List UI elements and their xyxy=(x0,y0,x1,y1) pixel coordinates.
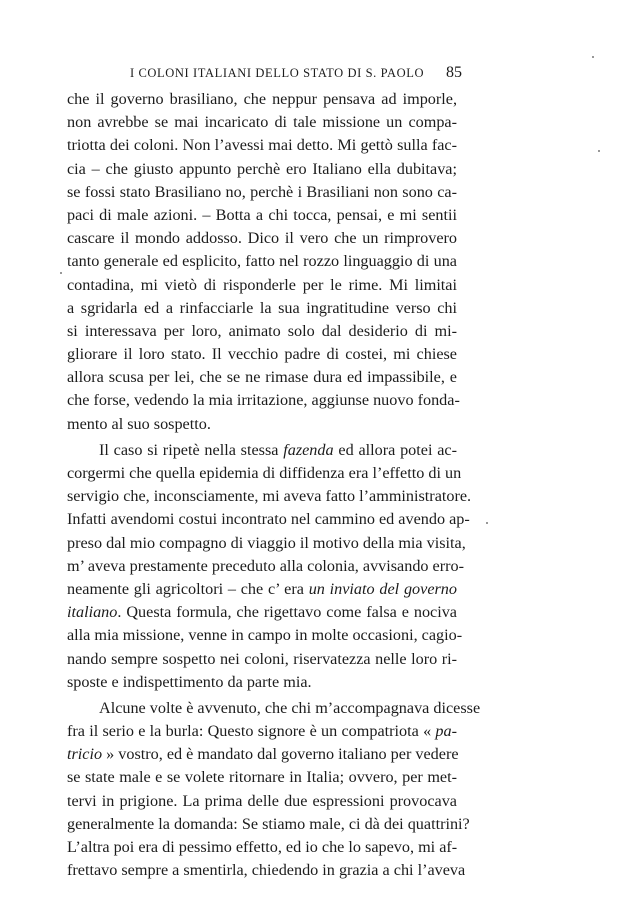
text-run: alla mia missione, venne in campo in molte occasioni, cagio- xyxy=(67,626,463,645)
text-line xyxy=(67,578,457,601)
text-run: contadina, mi vietò di risponderle per le rime. Mi limitai xyxy=(67,275,457,294)
text-run: triotta dei coloni. Non l’avessi mai detto. Mi gettò sulla fac- xyxy=(67,136,457,155)
text-run: preso dal mio compagno di viaggio il motivo della mia visita, xyxy=(67,533,466,552)
text-line xyxy=(67,624,463,647)
text-run: allora scusa per lei, che se ne rimase dura ed impassibile, e xyxy=(67,368,457,387)
text-line xyxy=(67,274,457,297)
text-line xyxy=(67,320,457,343)
text-line xyxy=(67,648,457,671)
text-line xyxy=(67,671,457,694)
text-line xyxy=(67,111,457,134)
text-run: corgermi che quella epidemia di diffidenza era l’effetto di un xyxy=(67,464,462,482)
text-run: generalmente la domanda: Se stiamo male, ci dà dei quattrini? xyxy=(67,814,470,833)
italic-text: tricio xyxy=(67,745,103,764)
text-line xyxy=(67,181,457,204)
text-run: se state male e se volete ritornare in Italia; ovvero, per met- xyxy=(67,768,457,787)
text-run: cia – che giusto appunto perchè ero Italiano ella dubitava; xyxy=(67,159,457,178)
text-run: Il caso si ripetè nella stessa xyxy=(99,440,284,459)
text-run: mento al suo sospetto. xyxy=(67,414,211,433)
paragraph xyxy=(67,88,460,436)
text-line xyxy=(67,343,457,366)
text-run: » vostro, ed è mandato dal governo italiano per vedere xyxy=(102,745,459,764)
text-run: nando sempre sospetto nei coloni, riservatezza nelle loro ri- xyxy=(67,649,457,668)
text-run: m’ aveva prestamente preceduto alla colonia, avvisando erro- xyxy=(67,556,465,575)
text-run: Infatti avendomi costui incontrato nel cammino ed avendo ap- xyxy=(67,510,470,529)
text-line xyxy=(67,790,457,813)
text-run: si interessava per loro, animato solo dal desiderio di mi- xyxy=(67,321,457,340)
paragraph xyxy=(67,439,472,694)
text-line xyxy=(67,766,457,789)
text-run: tanto generale ed esplicito, fatto nel rozzo linguaggio di una xyxy=(67,252,457,271)
text-line xyxy=(67,508,470,531)
text-line xyxy=(67,555,465,578)
text-run: . Questa formula, che rigettavo come falsa e nociva xyxy=(117,603,457,622)
text-run: L’altra poi era di pessimo effetto, ed io che lo sapevo, mi af- xyxy=(67,838,458,856)
text-line xyxy=(67,158,457,181)
text-line xyxy=(67,389,460,412)
text-run: servigio che, inconsciamente, mi aveva fatto l’amministratore. xyxy=(67,487,472,506)
italic-text: fazenda xyxy=(283,440,334,459)
paper-speck xyxy=(592,56,594,58)
paper-speck xyxy=(598,150,600,152)
text-line xyxy=(67,462,462,485)
paper-speck xyxy=(486,522,488,524)
text-line xyxy=(67,88,457,111)
text-line xyxy=(67,204,457,227)
text-run: gliorare il loro stato. Il vecchio padre di costei, mi chiese xyxy=(67,345,457,364)
italic-text: un inviato del governo xyxy=(308,579,457,598)
text-run: paci di male azioni. – Botta a chi tocca, pensai, e mi sentii xyxy=(67,205,457,224)
text-line xyxy=(67,413,457,436)
text-run: non avrebbe se mai incaricato di tale missione un compa- xyxy=(67,113,457,132)
text-line xyxy=(67,859,466,882)
text-run: Alcune volte è avvenuto, che chi m’accompagnava dicesse xyxy=(99,698,481,717)
text-run: tervi in prigione. La prima delle due espressioni provocava xyxy=(67,791,457,810)
running-title: I COLONI ITALIANI DELLO STATO DI S. PAOLO xyxy=(130,66,425,80)
text-run: fra il serio e la burla: Questo signore è un compatriota « xyxy=(67,722,436,741)
body-text xyxy=(67,88,481,882)
text-run: cascare il mondo addosso. Dico il vero che un rimprovero xyxy=(67,229,457,248)
text-run: sposte e indispettimento da parte mia. xyxy=(67,672,312,691)
text-run: frettavo sempre a smentirla, chiedendo in grazia a chi l’aveva xyxy=(67,861,466,880)
italic-text: pa- xyxy=(435,722,457,741)
text-line xyxy=(67,485,472,508)
text-run: se fossi stato Brasiliano no, perchè i Brasiliani non sono ca- xyxy=(67,182,457,201)
text-line xyxy=(67,366,457,389)
paper-speck xyxy=(60,272,62,274)
italic-text: italiano xyxy=(67,603,118,622)
text-run: a sgridarla ed a rinfacciarle la sua ingratitudine verso chi xyxy=(67,298,457,317)
text-line xyxy=(67,601,457,624)
text-line xyxy=(67,134,457,157)
text-run: ed allora potei ac- xyxy=(333,440,457,459)
text-line xyxy=(67,743,457,766)
text-line xyxy=(67,250,457,273)
text-line xyxy=(67,836,457,859)
text-line xyxy=(67,532,466,555)
text-run: che il governo brasiliano, che neppur pensava ad imporle, xyxy=(67,90,457,108)
text-line xyxy=(67,297,457,320)
text-line xyxy=(67,697,481,720)
running-header xyxy=(62,64,462,82)
text-run: che forse, vedendo la mia irritazione, aggiunse nuovo fonda- xyxy=(67,391,460,410)
text-run: neamente gli agricoltori – che c’ era xyxy=(67,579,309,598)
text-line xyxy=(67,439,457,462)
paragraph xyxy=(67,697,481,883)
text-line xyxy=(67,227,457,250)
page-number: 85 xyxy=(446,64,462,81)
text-line xyxy=(67,813,470,836)
text-line xyxy=(67,720,457,743)
